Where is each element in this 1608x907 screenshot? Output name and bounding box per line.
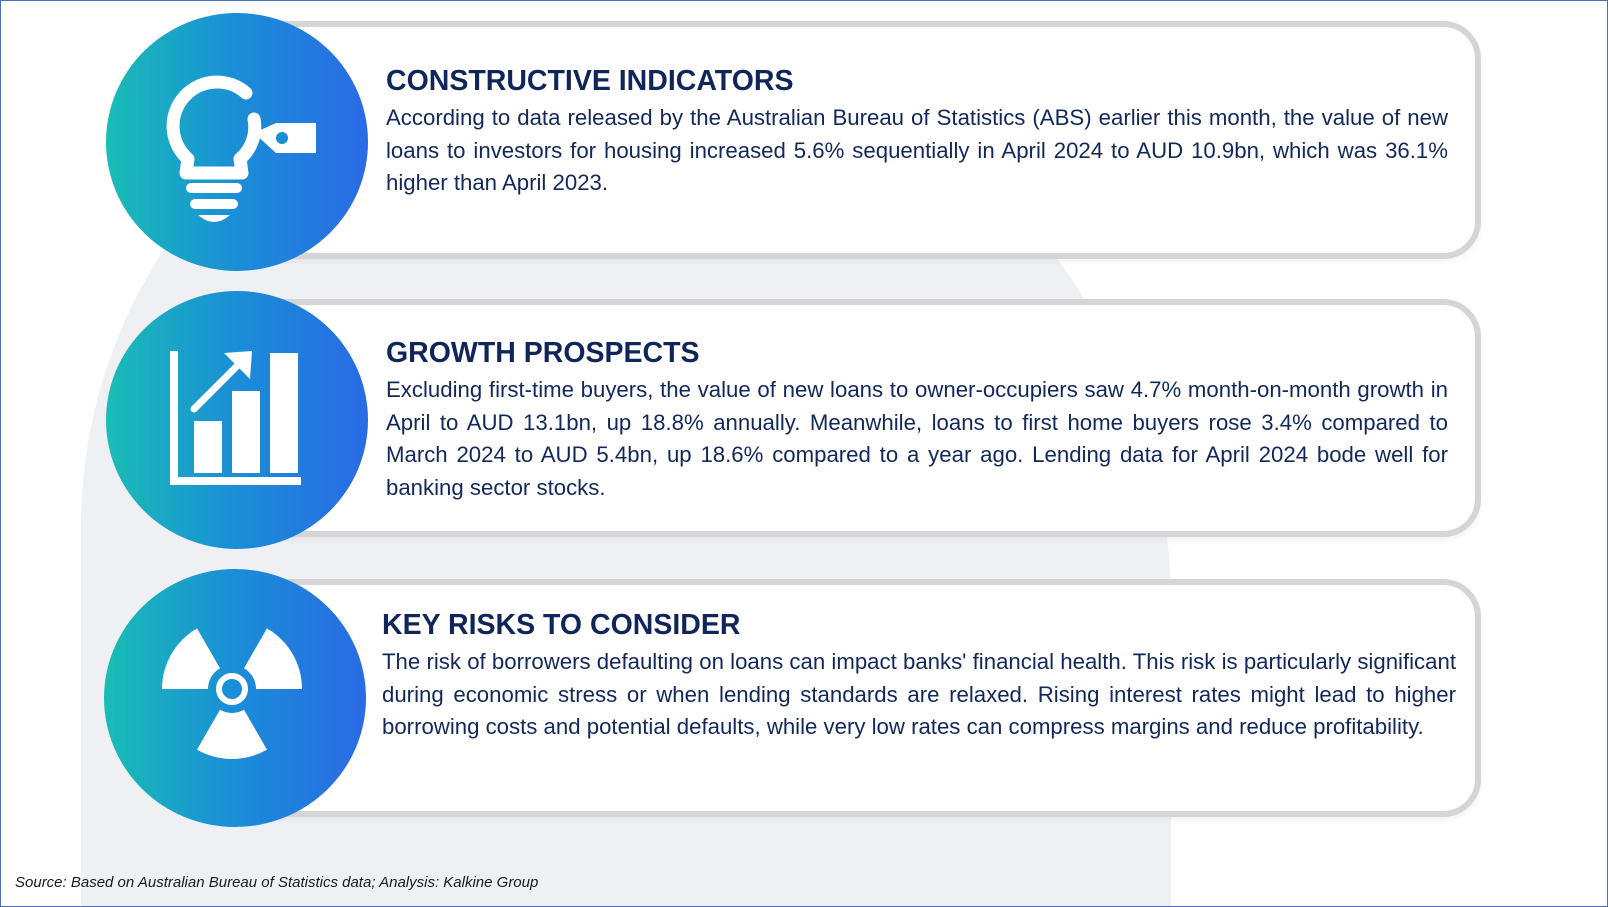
section-heading: KEY RISKS TO CONSIDER [382,609,741,641]
section-body: Excluding first-time buyers, the value of new loans to owner-occupiers saw 4.7% month-on-month growth in April to AUD 13.1bn, up 18.8% annually. Meanwhile, loans to first home buyers rose 3.4% compared to March 2024 to AUD 5.4bn, up 18.6% compared to a year ago. Lending data for April 2024 bode well for banking sector stocks. [386,377,1448,501]
source-note: Source: Based on Australian Bureau of Statistics data; Analysis: Kalkine Group [15,874,539,891]
icon-circle-radiation [104,569,366,827]
icon-circle-growth [106,291,368,549]
lightbulb-icon [106,13,368,271]
section-body: According to data released by the Australian Bureau of Statistics (ABS) earlier this month, the value of new loans to investors for housing increased 5.6% sequentially in April 2024 to AUD 10.9bn, which was 36.1% higher than April 2023. [386,105,1448,196]
icon-circle-lightbulb [106,13,368,271]
radiation-icon [104,569,366,827]
section-growth [386,335,1448,505]
growth-chart-icon [106,291,368,549]
section-body: The risk of borrowers defaulting on loans can impact banks' financial health. This risk is particularly significant during economic stress or when lending standards are relaxed. Rising interest rates might lead to higher borrowing costs and potential defaults, while very low rates can compress margins and reduce profitability. [382,649,1456,740]
section-constructive [386,63,1448,200]
section-heading: GROWTH PROSPECTS [386,337,700,369]
section-risks [382,607,1456,744]
section-heading: CONSTRUCTIVE INDICATORS [386,65,794,97]
